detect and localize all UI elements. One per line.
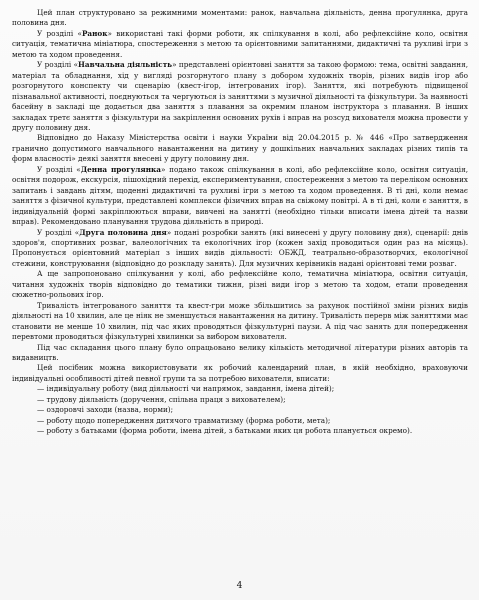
- list-item-individual-work: — індивідуальну роботу (вид діяльності чи напрямок, завдання, імена дітей);: [37, 384, 335, 394]
- paragraph-additional: А ще запропоновано спілкування у колі, або рефлексійне коло, тематична мініатюра, освітня ситуація, читання художніх творів відповідно до тематики тижня, різні види ігор з метою та ходом, етапи проведення сюжетно-рольових ігор.: [12, 269, 468, 300]
- paragraph-educational-activity: [12, 60, 468, 133]
- paragraph-morning-prefix: У розділі «: [37, 28, 82, 38]
- section-title-morning: Ранок: [81, 28, 108, 38]
- section-title-educational-activity: Навчальна діяльність: [78, 60, 173, 70]
- paragraph-educational-prefix: У розділі «: [37, 60, 79, 70]
- list-item-labor-activity: — трудову діяльність (доручення, спільна праця з вихователем);: [37, 394, 286, 404]
- list-item-parent-work: — роботу з батьками (форма роботи, імена дітей, з батьками яких ця робота планується окремо).: [37, 426, 413, 436]
- section-title-walk: Денна прогулянка: [80, 164, 161, 174]
- page-number: 4: [236, 581, 243, 591]
- paragraph-morning: [12, 29, 468, 60]
- paragraph-order-reference: Відповідно до Наказу Міністерства освіти і науки України від 20.04.2015 р. № 446 «Про затвердження гранично допустимого навчального навантаження на дитину у дошкільних навчальних закладах різних типів та форм власності» деякі заняття внесені у другу половину дня.: [12, 133, 468, 164]
- paragraph-educational-text: » представлені орієнтовні заняття за такою формою: тема, освітні завдання, матеріал та обладнання, хід у вигляді розгорнутого плану з добором художніх творів, різних видів ігор або розгорнутого конспекту чи сценарію (квест-ігор, інтегрованих ігор). Заняття, які потребують підвищеної пізнавальної активності, поєднуються та чергуються із заняттями з музичної діяльності та фізкультури. За наявності басейну в закладі ще додається два заняття з плавання за окремим планом інструктора з плавання. В інших закладах третє заняття з фізкультури на закріплення основних рухів і вправ на розсуд вихователя можна провести у другу половину дня.: [12, 60, 469, 132]
- paragraph-manual-usage: Цей посібник можна використовувати як робочий календарний план, в якій необхідно, враховуючи індивідуальні особливості дітей певної групи та за потребою вихователя, вписати:: [12, 363, 468, 383]
- paragraph-afternoon-prefix: У розділі «: [37, 227, 80, 237]
- paragraph-intro: Цей план структуровано за режимними моментами: ранок, навчальна діяльність, денна прогулянка, друга половина дня.: [12, 8, 468, 28]
- section-title-afternoon: Друга половина дня: [79, 227, 167, 237]
- paragraph-walk: [12, 165, 468, 228]
- paragraph-morning-text: » використані такі форми роботи, як спілкування в колі, або рефлексійне коло, освітня ситуація, тематична мініатюра, спостереження з метою та орієнтовними запитаннями, дидактичні та рухливі ігри з метою та ходом проведення.: [12, 28, 468, 59]
- paragraph-afternoon-text: » подані розробки занять (які винесені у другу половину дня), сценарії: днів здоров'я, спортивних розваг, валеологічних та екологічних ігор (кожен захід проводиться один раз на місяць). Пропонується орієнтовний матеріал з інших видів діяльності: ОБЖД, театрально-образотворчих, екологічної стежини, конструювання (відповідно до розкладу занять). Для музичних керівників надані орієнтовні теми розваг.: [12, 227, 469, 268]
- list-item-injury-prevention: — роботу щодо попередження дитячого травматизму (форма роботи, мета);: [37, 415, 331, 425]
- paragraph-duration: Тривалість інтегрованого заняття та квест-гри може збільшитись за рахунок постійної зміни різних видів діяльності на 10 хвилин, але це ніяк не зменшується навантаження на дитину. Тривалість перерв між заняттями має становити не менше 10 хвилин, під час яких проводяться фізкультурні паузи. А під час занять для попередження перевтоми проводяться фізкультурні хвилинки за вибором вихователя.: [12, 300, 468, 342]
- paragraph-literature: Під час складання цього плану було опрацьовано велику кількість методичної літератури різних авторів та видавництв.: [12, 342, 468, 362]
- paragraph-walk-text: » подано також спілкування в колі, або рефлексійне коло, освітня ситуація, освітня подорож, екскурсія, пішохідний перехід, експериментування, спостереження з метою та переліком основних запитань і завдань дітям, щоденні дидактичні та рухливі ігри з метою та ходом проведення. В ті дні, коли немає заняття з фізичної культури, представлені комплекси фізичних вправ на свіжому повітрі. А в ті дні, коли є заняття, в індивідуальній формі закріплюються вправи, вивчені на занятті (необхідно тільки вписати імена дітей та назви вправ). Рекомендовано планування трудова діяльність в природі.: [12, 164, 468, 227]
- paragraph-afternoon: [12, 228, 468, 270]
- paragraph-walk-prefix: У розділі «: [37, 164, 81, 174]
- list-item-health-measures: — оздоровчі заходи (назва, норми);: [37, 405, 174, 415]
- document-body: [12, 8, 468, 437]
